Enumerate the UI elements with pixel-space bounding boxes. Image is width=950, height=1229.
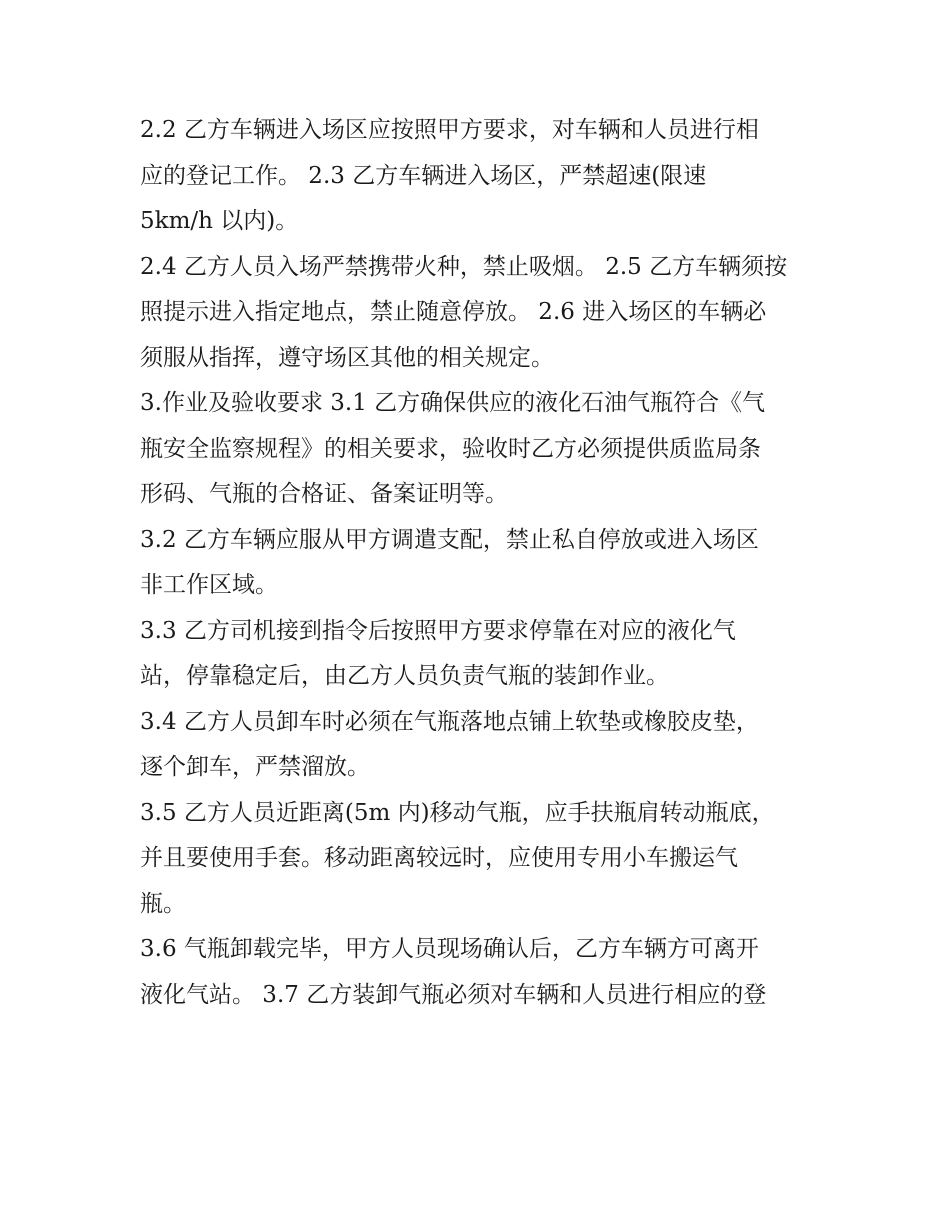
paragraph-3-1 bbox=[140, 381, 820, 518]
text-line: 3.2 乙方车辆应服从甲方调遣支配，禁止私自停放或进入场区 bbox=[140, 526, 759, 553]
text-line: 3.4 乙方人员卸车时必须在气瓶落地点铺上软垫或橡胶皮垫， bbox=[140, 708, 759, 735]
text-line: 逐个卸车，严禁溜放。 bbox=[140, 754, 370, 780]
document-body bbox=[140, 108, 820, 1018]
text-line: 3.6 气瓶卸载完毕，甲方人员现场确认后，乙方车辆方可离开 bbox=[140, 936, 759, 962]
paragraph-3-6-to-3-7 bbox=[140, 927, 820, 1018]
text-line: 形码、气瓶的合格证、备案证明等。 bbox=[140, 481, 508, 507]
text-line: 3.作业及验收要求 3.1 乙方确保供应的液化石油气瓶符合《气 bbox=[140, 390, 766, 416]
text-line: 照提示进入指定地点，禁止随意停放。 2.6 进入场区的车辆必 bbox=[140, 299, 767, 325]
paragraph-3-5 bbox=[140, 791, 820, 928]
text-line: 瓶安全监察规程》的相关要求，验收时乙方必须提供质监局条 bbox=[140, 435, 761, 462]
paragraph-3-2 bbox=[140, 518, 820, 609]
text-line: 3.3 乙方司机接到指令后按照甲方要求停靠在对应的液化气 bbox=[140, 617, 736, 644]
text-line: 须服从指挥，遵守场区其他的相关规定。 bbox=[140, 344, 554, 371]
text-line: 2.2 乙方车辆进入场区应按照甲方要求，对车辆和人员进行相 bbox=[140, 117, 759, 143]
text-line: 2.4 乙方人员入场严禁携带火种，禁止吸烟。 2.5 乙方车辆须按 bbox=[140, 253, 788, 280]
text-line: 瓶。 bbox=[140, 890, 186, 917]
text-line: 液化气站。 3.7 乙方装卸气瓶必须对车辆和人员进行相应的登 bbox=[140, 981, 767, 1008]
paragraph-2-2-to-2-3 bbox=[140, 108, 820, 245]
paragraph-3-4 bbox=[140, 700, 820, 791]
text-line: 非工作区域。 bbox=[140, 572, 278, 598]
text-line: 站，停靠稳定后，由乙方人员负责气瓶的装卸作业。 bbox=[140, 663, 669, 689]
paragraph-2-4-to-2-6 bbox=[140, 245, 820, 382]
text-line: 5km/h 以内)。 bbox=[140, 208, 299, 234]
text-line: 应的登记工作。 2.3 乙方车辆进入场区，严禁超速(限速 bbox=[140, 162, 707, 189]
paragraph-3-3 bbox=[140, 609, 820, 700]
text-line: 并且要使用手套。移动距离较远时，应使用专用小车搬运气 bbox=[140, 845, 738, 871]
text-line: 3.5 乙方人员近距离(5m 内)移动气瓶，应手扶瓶肩转动瓶底， bbox=[140, 799, 775, 826]
